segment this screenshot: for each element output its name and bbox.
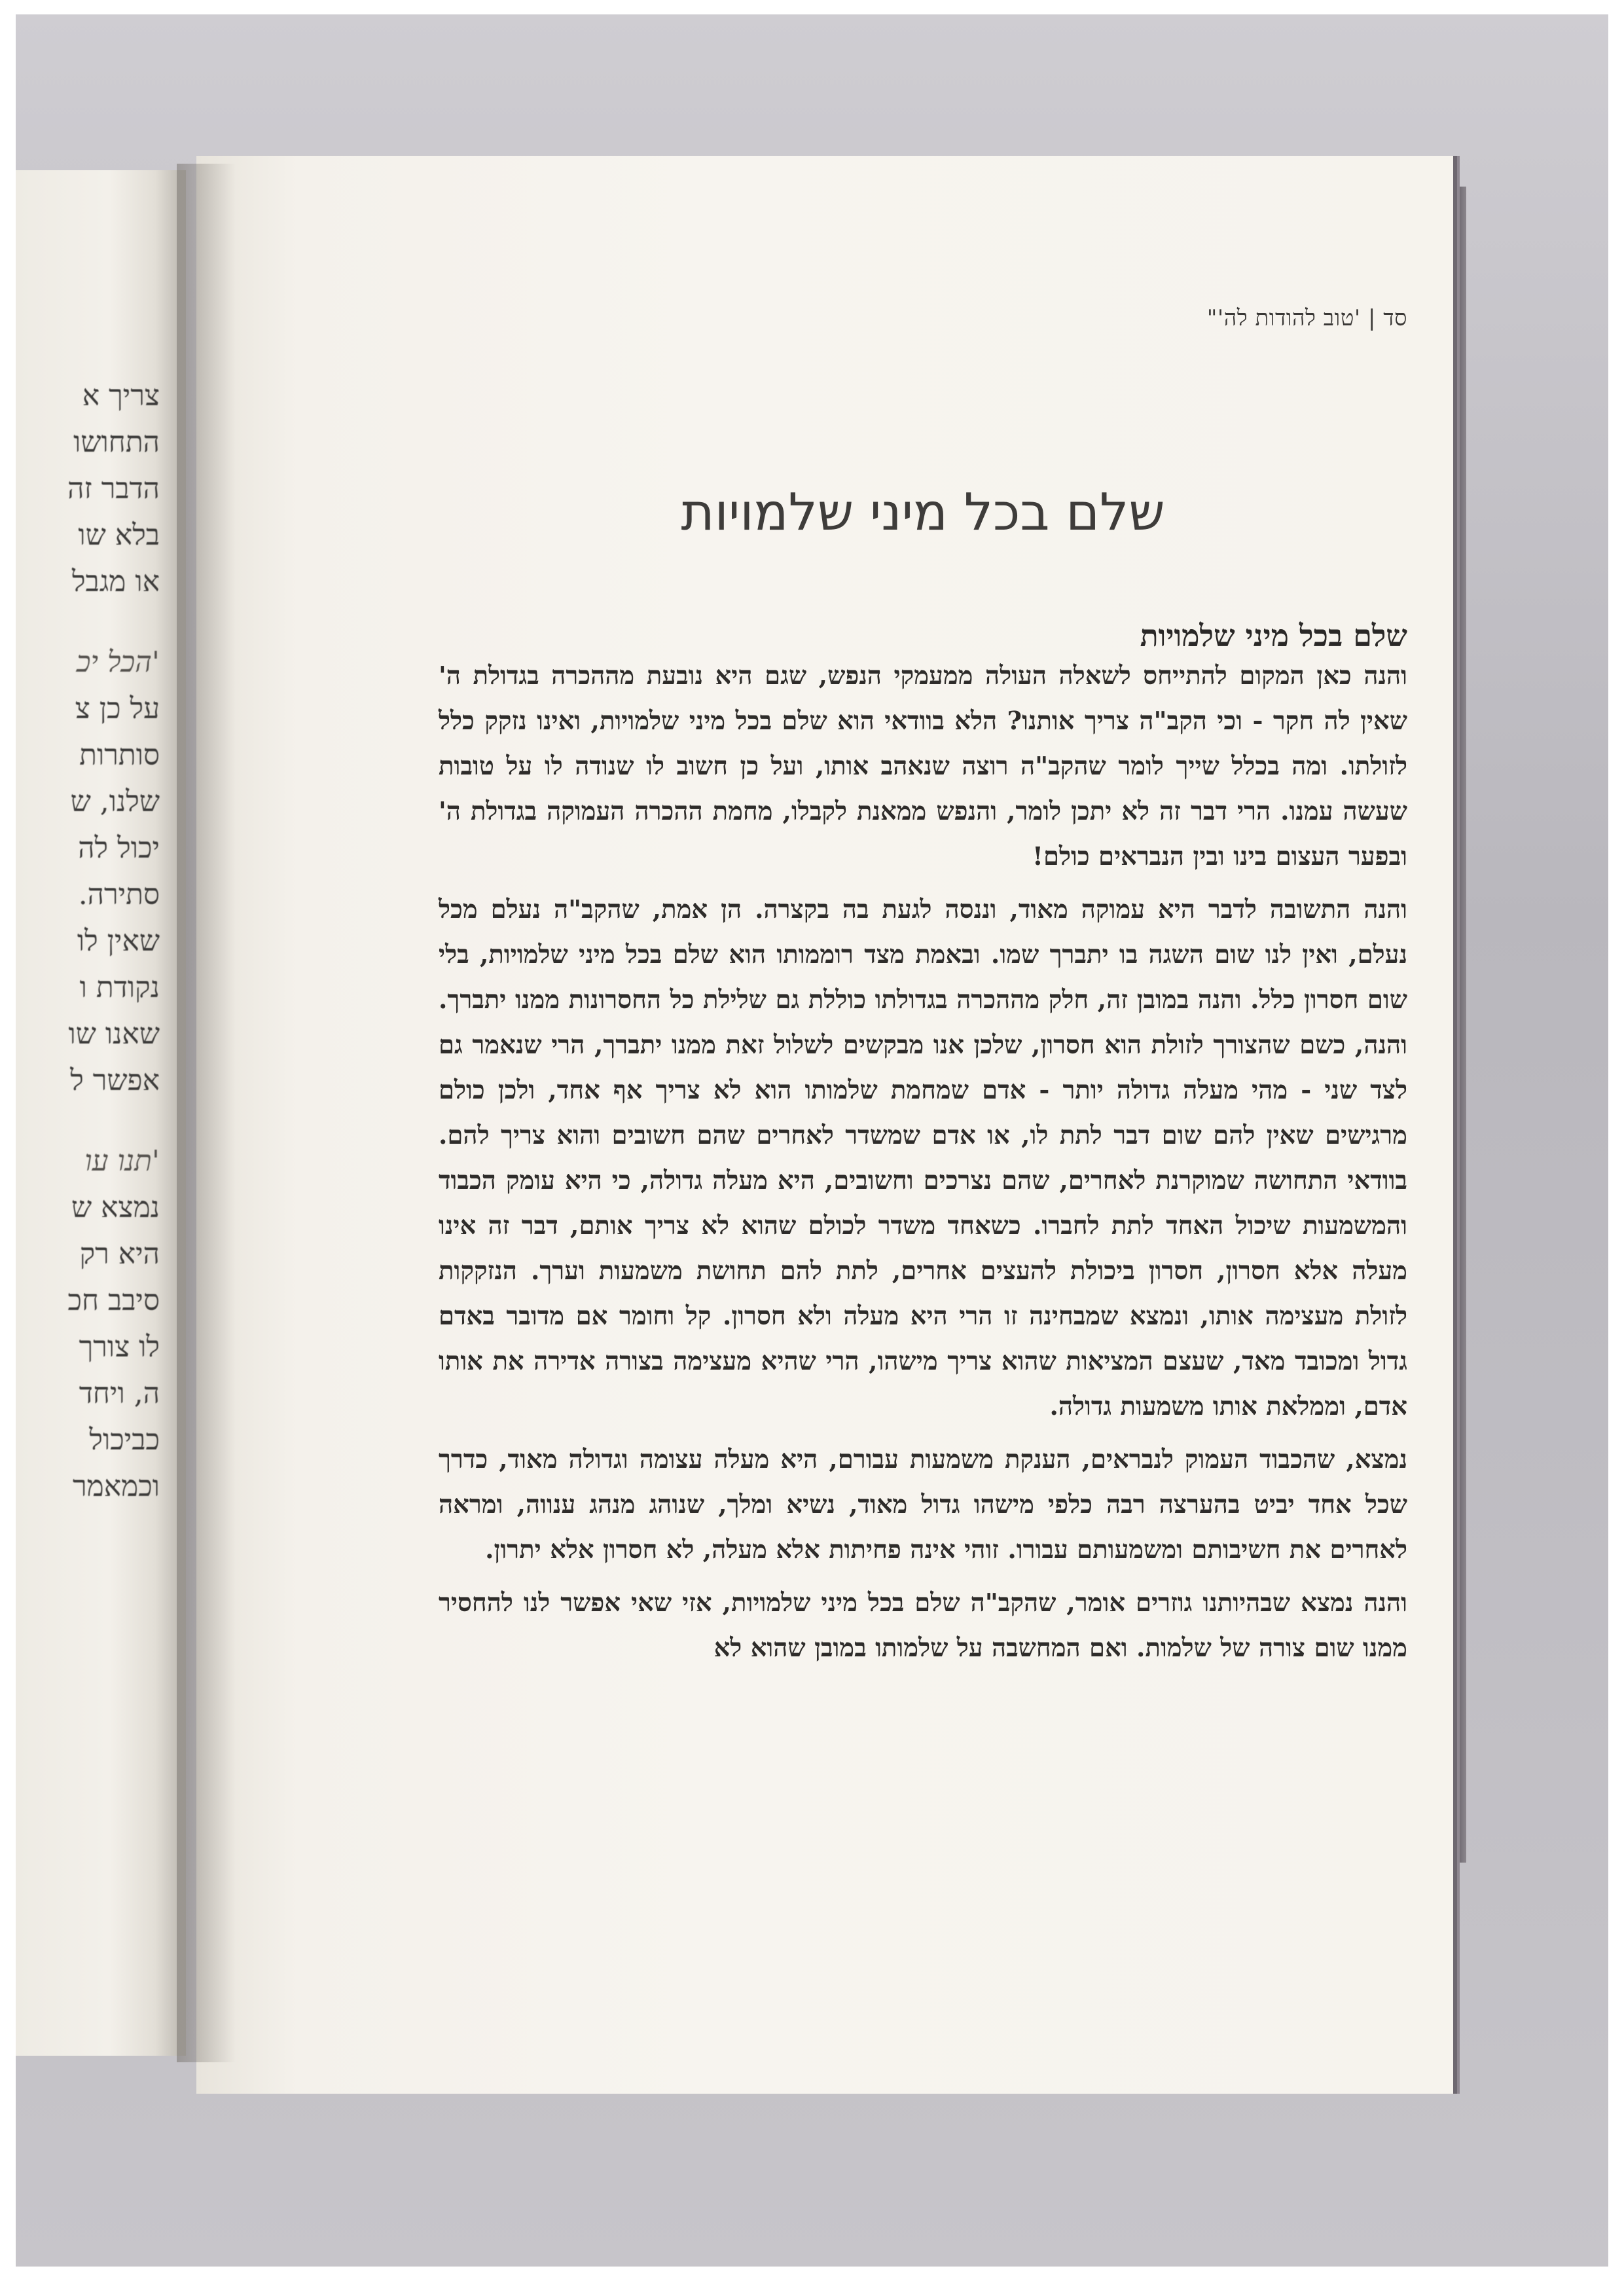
left-line: נקודת ו <box>79 971 160 1004</box>
left-line: נמצא ש <box>71 1191 160 1224</box>
left-line: יכול לה <box>78 831 160 865</box>
left-line: על כן צ <box>75 692 160 725</box>
left-line: וכמאמר <box>73 1470 160 1503</box>
book-gutter <box>177 164 236 2062</box>
left-line: שאין לו <box>77 924 160 958</box>
page-edge <box>1453 187 1466 1863</box>
left-line: שלנו, ש <box>70 785 160 818</box>
left-line: או מגבל <box>71 565 160 598</box>
left-line: אפשר ל <box>70 1064 160 1097</box>
left-line: הדבר זה <box>67 472 160 505</box>
left-line: סותרות <box>79 738 160 772</box>
left-line: ה, ויחד <box>79 1377 160 1410</box>
left-line: התחושו <box>73 426 160 459</box>
page-content <box>439 156 1407 2094</box>
left-line: סתירה. <box>78 878 160 911</box>
left-line: לו צורך <box>79 1330 160 1364</box>
chapter-title: שלם בכל מיני שלמויות <box>681 483 1165 543</box>
left-line: סיבב חכ <box>67 1284 160 1317</box>
left-line: היא רק <box>79 1237 160 1271</box>
running-head: סד | 'טוב להודות לה'" <box>1206 305 1407 331</box>
left-line: כביכול <box>89 1423 160 1457</box>
right-page <box>196 156 1453 2094</box>
paragraph: נמצא, שהכבוד העמוק לנבראים, הענקת משמעות עבורם, היא מעלה עצומה וגדולה מאוד, כדרך שכל אחד יביט בהערצה רבה כלפי מישהו גדול מאוד, נשיא ומלך, שנוהג מנהג ענווה, ומראה לאחרים את חשיבותם ומשמעותם עבורו. זוהי אינה פחיתות אלא מעלה, לא חסרון אלא יתרון. <box>439 1445 1407 1565</box>
body-text <box>439 653 1407 1679</box>
paragraph: והנה כאן המקום להתייחס לשאלה העולה ממעמקי הנפש, שגם היא נובעת מההכרה בגדולת ה' שאין לה חקר - וכי הקב"ה צריך אותנו? הלא בוודאי הוא שלם בכל מיני שלמויות, ואינו נזקק כלל לזולתו. ומה בכלל שייך לומר שהקב"ה רוצה שנאהב אותו, ועל כן חשוב לו שנודה לו על טובות שעשה עמנו. הרי דבר זה לא יתכן לומר, והנפש ממאנת לקבלו, מחמת ההכרה העמוקה בגדולת ה' ובפער העצום בינו ובין הנבראים כולם! <box>439 661 1407 871</box>
section-heading: שלם בכל מיני שלמויות <box>1140 618 1407 654</box>
left-line: 'הכל יכ <box>77 646 160 679</box>
left-line: שאנו שו <box>68 1017 160 1051</box>
left-line: בלא שו <box>78 519 160 552</box>
left-line: 'תנו עו <box>84 1144 160 1178</box>
left-page <box>16 170 186 2056</box>
left-line: צריך א <box>82 379 160 412</box>
left-page-text <box>16 373 160 1510</box>
paragraph: והנה נמצא שבהיותנו גוזרים אומר, שהקב"ה שלם בכל מיני שלמויות, אזי שאי אפשר לנו להחסיר ממנו שום צורה של שלמות. ואם המחשבה על שלמותו במובן שהוא לא <box>439 1588 1407 1663</box>
paragraph: והנה התשובה לדבר היא עמוקה מאוד, וננסה לגעת בה בקצרה. הן אמת, שהקב"ה נעלם מכל נעלם, ואין לנו שום השגה בו יתברך שמו. ובאמת מצד רוממותו הוא שלם בכל מיני שלמויות, בלי שום חסרון כלל. והנה במובן זה, חלק מההכרה בגדולתו כוללת גם שלילת כל החסרונות ממנו יתברך. והנה, כשם שהצורך לזולת הוא חסרון, שלכן אנו מבקשים לשלול זאת ממנו יתברך, הרי שנאמר גם לצד שני - מהי מעלה גדולה יותר - אדם שמחמת שלמותו הוא לא צריך אף אחד, ולכן כולם מרגישים שאין להם שום דבר לתת לו, או אדם שמשדר לאחרים שהם חשובים והוא צריך להם. בוודאי התחושה שמוקרנת לאחרים, שהם נצרכים וחשובים, היא מעלה גדולה, כי היא עומק הכבוד והמשמעות שיכול האחד לתת לחברו. כשאחד משדר לכולם שהוא לא צריך אותם, דבר זה אינו מעלה אלא חסרון, חסרון ביכולת להעצים אחרים, לתת להם תחושת משמעות וערך. הנזקקות לזולת מעצימה אותו, ונמצא שמבחינה זו הרי היא מעלה ולא חסרון. קל וחומר אם מדובר באדם גדול ומכובד מאד, שעצם המציאות שהוא צריך מישהו, הרי שהיא מעצימה בצורה אדירה את אותו אדם, וממלאת אותו משמעות גדולה. <box>439 895 1407 1421</box>
